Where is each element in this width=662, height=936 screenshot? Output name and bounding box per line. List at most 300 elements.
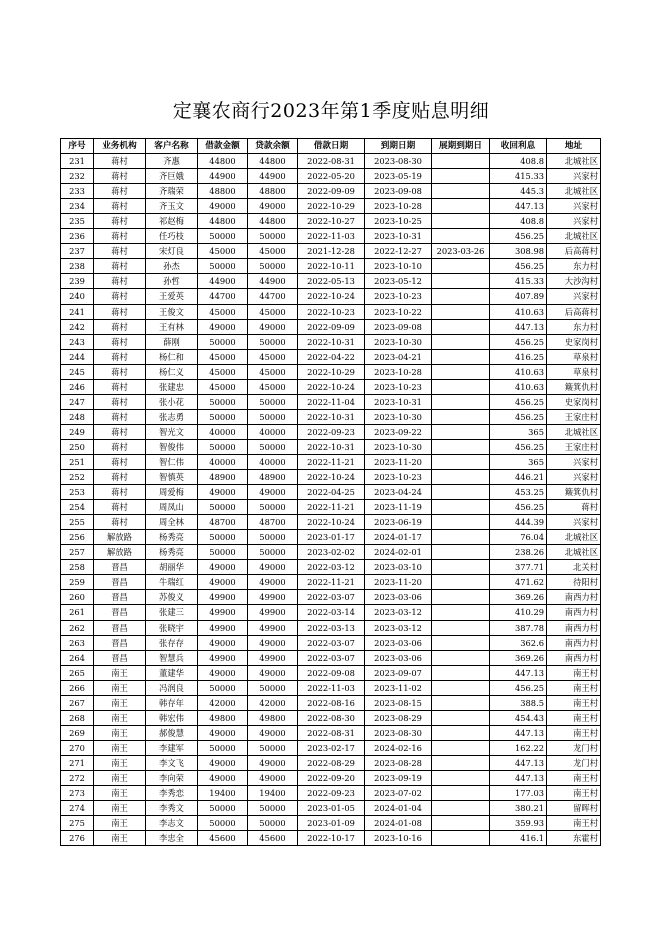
cell-extension-date [432,154,490,169]
table-row [61,485,601,500]
cell-loan-balance: 40000 [248,424,298,439]
cell-customer: 周凤山 [146,500,198,515]
cell-seq: 254 [61,500,94,515]
cell-customer: 李建军 [146,740,198,755]
cell-address: 留晖村 [547,801,601,816]
cell-loan-date: 2022-03-12 [298,560,365,575]
cell-seq: 269 [61,725,94,740]
cell-loan-date: 2022-03-13 [298,620,365,635]
cell-due-date: 2024-02-01 [365,545,432,560]
cell-loan-amount: 49000 [198,199,248,214]
cell-loan-balance: 50000 [248,439,298,454]
cell-loan-amount: 45600 [198,831,248,846]
cell-address: 北城社区 [547,424,601,439]
cell-branch: 南王 [94,680,146,695]
cell-due-date: 2023-10-23 [365,379,432,394]
table-row [61,199,601,214]
cell-interest: 456.25 [490,680,547,695]
cell-due-date: 2022-12-27 [365,244,432,259]
cell-seq: 265 [61,665,94,680]
cell-loan-amount: 42000 [198,695,248,710]
cell-loan-amount: 45000 [198,349,248,364]
cell-interest: 454.43 [490,710,547,725]
cell-loan-balance: 44900 [248,169,298,184]
cell-loan-date: 2022-11-21 [298,500,365,515]
table-row [61,605,601,620]
cell-address: 北城社区 [547,184,601,199]
cell-seq: 255 [61,515,94,530]
table-row [61,154,601,169]
cell-due-date: 2024-01-04 [365,801,432,816]
cell-customer: 智慧兵 [146,650,198,665]
cell-address: 蒋村 [547,500,601,515]
cell-branch: 蒋村 [94,364,146,379]
cell-loan-amount: 50000 [198,740,248,755]
cell-branch: 南王 [94,786,146,801]
cell-address: 东力村 [547,259,601,274]
cell-branch: 蒋村 [94,289,146,304]
cell-branch: 蒋村 [94,229,146,244]
cell-customer: 智光文 [146,424,198,439]
cell-due-date: 2023-10-25 [365,214,432,229]
cell-seq: 259 [61,575,94,590]
cell-loan-balance: 49000 [248,755,298,770]
cell-due-date: 2023-03-06 [365,590,432,605]
cell-customer: 李志文 [146,816,198,831]
cell-due-date: 2024-02-16 [365,740,432,755]
cell-loan-date: 2022-09-09 [298,319,365,334]
cell-interest: 388.5 [490,695,547,710]
cell-loan-date: 2022-10-17 [298,831,365,846]
cell-interest: 447.13 [490,725,547,740]
cell-interest: 377.71 [490,560,547,575]
cell-seq: 270 [61,740,94,755]
cell-loan-amount: 49000 [198,725,248,740]
cell-loan-date: 2022-03-07 [298,635,365,650]
cell-due-date: 2023-08-28 [365,755,432,770]
cell-loan-date: 2022-08-31 [298,725,365,740]
cell-branch: 蒋村 [94,169,146,184]
cell-due-date: 2023-08-30 [365,725,432,740]
cell-interest: 162.22 [490,740,547,755]
cell-extension-date [432,334,490,349]
cell-loan-balance: 49000 [248,485,298,500]
table-row [61,635,601,650]
cell-due-date: 2023-04-24 [365,485,432,500]
table-row [61,515,601,530]
cell-address: 南王村 [547,770,601,785]
cell-interest: 407.89 [490,289,547,304]
cell-branch: 蒋村 [94,424,146,439]
cell-seq: 247 [61,394,94,409]
cell-branch: 蒋村 [94,334,146,349]
table-row [61,229,601,244]
cell-interest: 365 [490,454,547,469]
cell-loan-date: 2023-01-09 [298,816,365,831]
cell-customer: 李秀文 [146,801,198,816]
table-row [61,379,601,394]
cell-loan-amount: 49000 [198,485,248,500]
table-row [61,169,601,184]
cell-loan-balance: 50000 [248,530,298,545]
cell-loan-date: 2022-03-07 [298,650,365,665]
cell-interest: 365 [490,424,547,439]
cell-loan-amount: 49800 [198,710,248,725]
cell-seq: 239 [61,274,94,289]
cell-loan-balance: 50000 [248,801,298,816]
table-row [61,530,601,545]
cell-seq: 249 [61,424,94,439]
cell-branch: 蒋村 [94,259,146,274]
cell-loan-date: 2022-11-03 [298,680,365,695]
table-row [61,620,601,635]
cell-due-date: 2023-10-23 [365,289,432,304]
cell-address: 后高蒋村 [547,244,601,259]
cell-customer: 任巧枝 [146,229,198,244]
cell-seq: 236 [61,229,94,244]
table-row [61,424,601,439]
cell-loan-balance: 50000 [248,500,298,515]
cell-seq: 268 [61,710,94,725]
cell-seq: 251 [61,454,94,469]
cell-address: 兴家村 [547,199,601,214]
cell-extension-date [432,515,490,530]
cell-customer: 孙哲 [146,274,198,289]
cell-loan-balance: 48700 [248,515,298,530]
cell-address: 大沙沟村 [547,274,601,289]
cell-due-date: 2023-09-07 [365,665,432,680]
cell-seq: 271 [61,755,94,770]
table-row [61,575,601,590]
cell-loan-date: 2022-05-13 [298,274,365,289]
cell-extension-date [432,755,490,770]
cell-customer: 李秀恋 [146,786,198,801]
cell-loan-date: 2022-10-29 [298,364,365,379]
cell-interest: 456.25 [490,439,547,454]
cell-loan-date: 2022-11-21 [298,575,365,590]
cell-branch: 蒋村 [94,304,146,319]
cell-extension-date [432,439,490,454]
cell-customer: 宋灯良 [146,244,198,259]
cell-interest: 408.8 [490,214,547,229]
cell-seq: 273 [61,786,94,801]
cell-extension-date [432,725,490,740]
column-header-seq: 序号 [61,139,94,154]
cell-address: 待阳村 [547,575,601,590]
cell-customer: 齐玉文 [146,199,198,214]
cell-seq: 253 [61,485,94,500]
cell-seq: 234 [61,199,94,214]
table-row [61,394,601,409]
cell-branch: 南王 [94,770,146,785]
cell-address: 南西力村 [547,635,601,650]
table-row [61,259,601,274]
cell-due-date: 2024-01-17 [365,530,432,545]
cell-extension-date [432,530,490,545]
cell-loan-date: 2022-09-08 [298,665,365,680]
cell-loan-date: 2023-01-17 [298,530,365,545]
cell-loan-balance: 49000 [248,560,298,575]
cell-loan-balance: 40000 [248,454,298,469]
cell-customer: 齐巨娥 [146,169,198,184]
table-row [61,740,601,755]
cell-due-date: 2023-03-12 [365,620,432,635]
cell-extension-date [432,259,490,274]
cell-customer: 王俊文 [146,304,198,319]
cell-branch: 蒋村 [94,454,146,469]
cell-customer: 杨秀亮 [146,545,198,560]
cell-extension-date [432,545,490,560]
cell-loan-date: 2022-10-29 [298,199,365,214]
cell-address: 南王村 [547,695,601,710]
cell-extension-date [432,680,490,695]
cell-extension-date [432,454,490,469]
cell-address: 史家岗村 [547,334,601,349]
cell-loan-date: 2022-10-23 [298,304,365,319]
cell-address: 北城社区 [547,154,601,169]
cell-seq: 245 [61,364,94,379]
cell-due-date: 2023-09-08 [365,184,432,199]
table-row [61,560,601,575]
cell-customer: 智俊伟 [146,439,198,454]
cell-customer: 杨秀亮 [146,530,198,545]
cell-loan-amount: 49000 [198,770,248,785]
cell-loan-balance: 45000 [248,379,298,394]
cell-branch: 解放路 [94,530,146,545]
cell-loan-amount: 45000 [198,364,248,379]
cell-loan-amount: 50000 [198,500,248,515]
cell-branch: 蒋村 [94,274,146,289]
table-row [61,770,601,785]
cell-due-date: 2023-10-23 [365,470,432,485]
table-row [61,801,601,816]
column-header-loan-balance: 贷款余额 [248,139,298,154]
table-row [61,289,601,304]
cell-address: 北关村 [547,560,601,575]
cell-extension-date [432,184,490,199]
cell-due-date: 2023-09-22 [365,424,432,439]
cell-customer: 郝俊慧 [146,725,198,740]
cell-due-date: 2023-08-15 [365,695,432,710]
cell-address: 兴家村 [547,214,601,229]
column-header-interest: 收回利息 [490,139,547,154]
cell-loan-amount: 50000 [198,439,248,454]
cell-loan-date: 2022-10-31 [298,439,365,454]
cell-address: 草泉村 [547,364,601,379]
cell-interest: 177.03 [490,786,547,801]
cell-loan-amount: 50000 [198,545,248,560]
cell-branch: 蒋村 [94,394,146,409]
cell-loan-balance: 49000 [248,635,298,650]
cell-branch: 蒋村 [94,214,146,229]
cell-loan-date: 2022-10-11 [298,259,365,274]
cell-due-date: 2023-10-31 [365,229,432,244]
cell-customer: 杨仁义 [146,364,198,379]
cell-loan-amount: 48700 [198,515,248,530]
cell-due-date: 2023-06-19 [365,515,432,530]
cell-due-date: 2023-10-30 [365,439,432,454]
cell-address: 龙门村 [547,740,601,755]
cell-loan-date: 2022-11-21 [298,454,365,469]
cell-loan-amount: 49000 [198,755,248,770]
table-row [61,500,601,515]
cell-due-date: 2023-07-02 [365,786,432,801]
cell-due-date: 2023-11-20 [365,454,432,469]
cell-seq: 262 [61,620,94,635]
table-row [61,454,601,469]
table-body [61,154,601,846]
cell-customer: 牛瑞红 [146,575,198,590]
cell-address: 南王村 [547,816,601,831]
cell-loan-amount: 44700 [198,289,248,304]
table-row [61,274,601,289]
cell-extension-date [432,770,490,785]
cell-address: 史家岗村 [547,394,601,409]
cell-loan-amount: 49900 [198,605,248,620]
cell-loan-balance: 48900 [248,470,298,485]
cell-seq: 276 [61,831,94,846]
cell-loan-balance: 49000 [248,665,298,680]
cell-branch: 蒋村 [94,244,146,259]
cell-address: 龙门村 [547,755,601,770]
cell-customer: 王有林 [146,319,198,334]
cell-address: 北城社区 [547,530,601,545]
cell-seq: 252 [61,470,94,485]
cell-customer: 张建三 [146,605,198,620]
cell-interest: 445.3 [490,184,547,199]
cell-branch: 蒋村 [94,515,146,530]
cell-loan-balance: 49900 [248,650,298,665]
cell-extension-date [432,424,490,439]
table-row [61,590,601,605]
cell-extension-date [432,575,490,590]
cell-due-date: 2024-01-08 [365,816,432,831]
cell-seq: 263 [61,635,94,650]
cell-interest: 456.25 [490,500,547,515]
cell-loan-balance: 50000 [248,740,298,755]
cell-loan-amount: 49900 [198,650,248,665]
cell-loan-date: 2023-01-05 [298,801,365,816]
cell-seq: 248 [61,409,94,424]
cell-extension-date [432,304,490,319]
cell-loan-date: 2022-04-22 [298,349,365,364]
cell-branch: 南王 [94,831,146,846]
cell-due-date: 2023-10-31 [365,394,432,409]
cell-loan-balance: 50000 [248,816,298,831]
cell-seq: 246 [61,379,94,394]
cell-address: 南西力村 [547,605,601,620]
cell-loan-amount: 50000 [198,394,248,409]
cell-loan-balance: 50000 [248,409,298,424]
cell-loan-date: 2022-10-24 [298,379,365,394]
cell-address: 南西力村 [547,590,601,605]
table-row [61,184,601,199]
cell-loan-balance: 49900 [248,620,298,635]
column-header-customer: 客户名称 [146,139,198,154]
cell-due-date: 2023-04-21 [365,349,432,364]
cell-extension-date [432,635,490,650]
cell-loan-amount: 45000 [198,304,248,319]
cell-address: 南西力村 [547,620,601,635]
table-row [61,650,601,665]
cell-interest: 308.98 [490,244,547,259]
cell-loan-date: 2022-04-25 [298,485,365,500]
cell-customer: 李向荣 [146,770,198,785]
cell-loan-amount: 50000 [198,409,248,424]
cell-customer: 智仁伟 [146,454,198,469]
cell-loan-date: 2022-03-07 [298,590,365,605]
cell-loan-date: 2022-08-30 [298,710,365,725]
cell-interest: 408.8 [490,154,547,169]
cell-loan-date: 2022-08-29 [298,755,365,770]
table-row [61,349,601,364]
cell-loan-amount: 19400 [198,786,248,801]
cell-extension-date [432,831,490,846]
cell-interest: 446.21 [490,470,547,485]
cell-due-date: 2023-03-06 [365,650,432,665]
cell-customer: 张志勇 [146,409,198,424]
cell-seq: 238 [61,259,94,274]
cell-loan-amount: 49900 [198,620,248,635]
cell-extension-date: 2023-03-26 [432,244,490,259]
cell-interest: 447.13 [490,665,547,680]
cell-address: 南王村 [547,710,601,725]
cell-extension-date [432,605,490,620]
cell-branch: 南王 [94,801,146,816]
cell-branch: 蒋村 [94,470,146,485]
cell-seq: 241 [61,304,94,319]
cell-customer: 王爱英 [146,289,198,304]
cell-extension-date [432,214,490,229]
cell-loan-balance: 45000 [248,304,298,319]
cell-loan-balance: 49800 [248,710,298,725]
cell-seq: 256 [61,530,94,545]
table-row [61,319,601,334]
cell-loan-balance: 49000 [248,199,298,214]
cell-extension-date [432,665,490,680]
cell-loan-balance: 45000 [248,364,298,379]
cell-interest: 456.25 [490,229,547,244]
cell-address: 草泉村 [547,349,601,364]
cell-branch: 蒋村 [94,184,146,199]
cell-address: 东霍村 [547,831,601,846]
cell-due-date: 2023-03-06 [365,635,432,650]
cell-loan-amount: 44800 [198,214,248,229]
cell-due-date: 2023-11-19 [365,500,432,515]
cell-extension-date [432,590,490,605]
page-title: 定襄农商行2023年第1季度贴息明细 [172,100,490,122]
cell-interest: 410.63 [490,304,547,319]
cell-extension-date [432,740,490,755]
cell-loan-date: 2022-10-24 [298,289,365,304]
cell-loan-amount: 45000 [198,244,248,259]
cell-address: 南西力村 [547,650,601,665]
table-row [61,695,601,710]
cell-customer: 薛刚 [146,334,198,349]
table-row [61,304,601,319]
cell-loan-date: 2022-03-14 [298,605,365,620]
cell-due-date: 2023-09-19 [365,770,432,785]
cell-extension-date [432,289,490,304]
cell-extension-date [432,650,490,665]
cell-customer: 智慎英 [146,470,198,485]
cell-branch: 南王 [94,725,146,740]
cell-customer: 周爱梅 [146,485,198,500]
cell-seq: 235 [61,214,94,229]
cell-seq: 233 [61,184,94,199]
cell-loan-date: 2022-05-20 [298,169,365,184]
table-row [61,364,601,379]
